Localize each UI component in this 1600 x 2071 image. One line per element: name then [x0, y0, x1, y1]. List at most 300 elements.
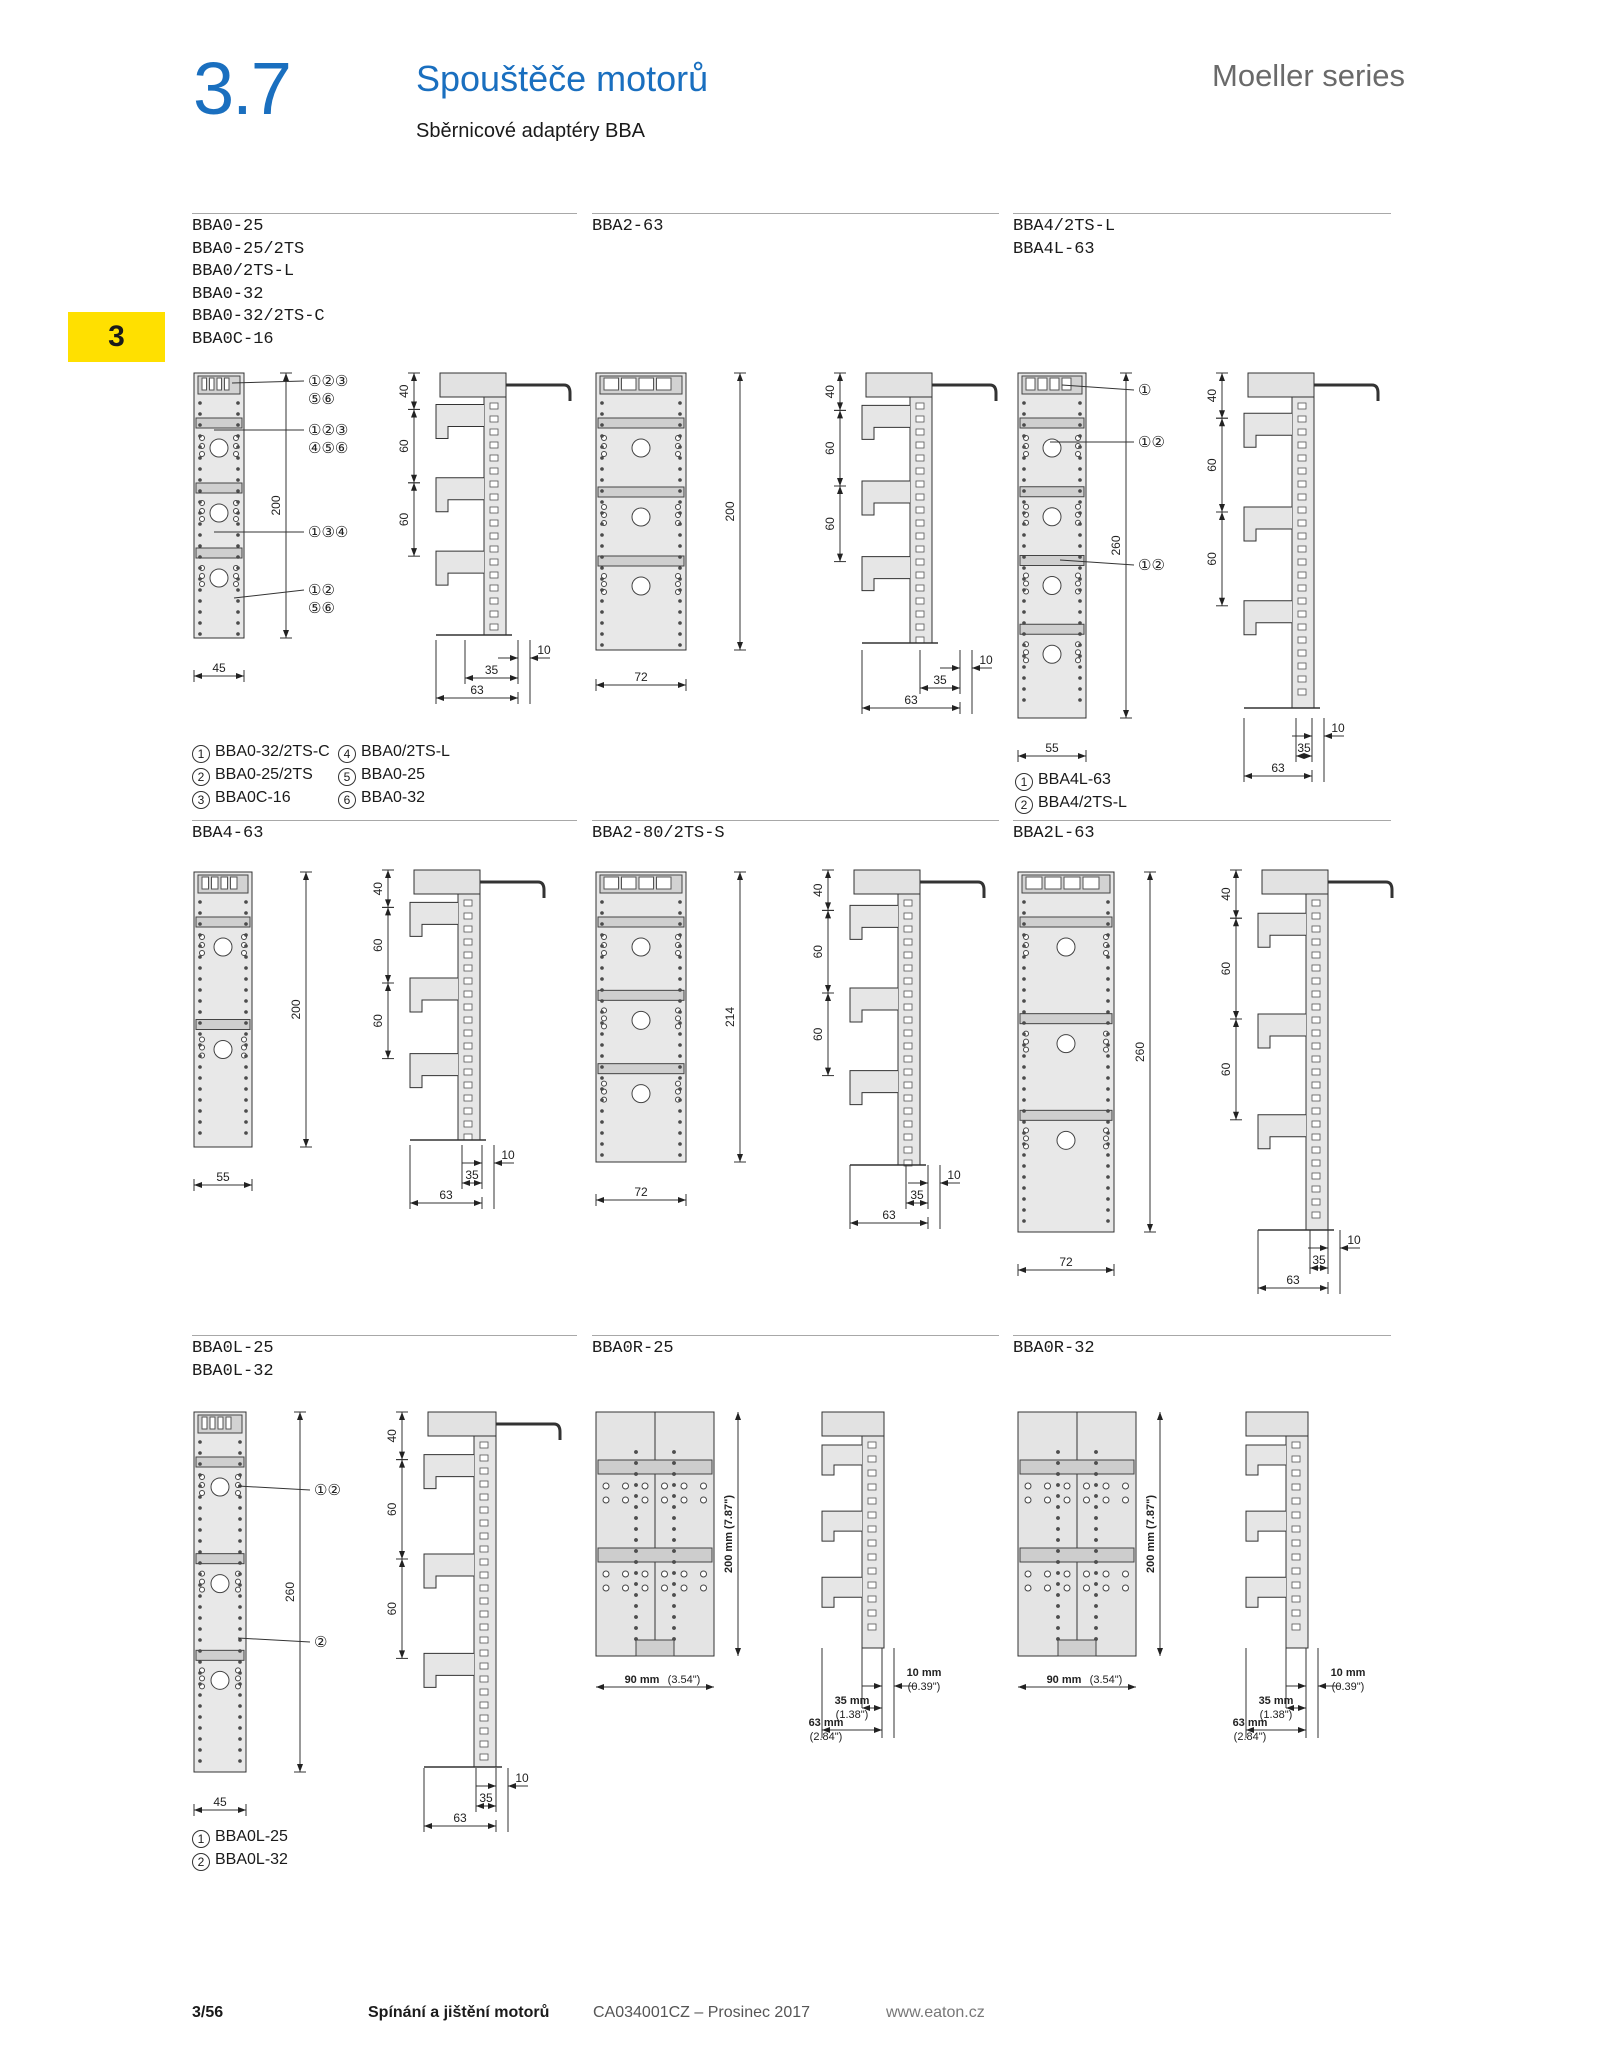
arrowhead: [678, 682, 686, 688]
vent-hole-icon: [1079, 666, 1082, 669]
rib-icon: [1298, 520, 1306, 526]
rib-icon: [916, 442, 924, 448]
legend-item: 5 BBA0-25: [338, 763, 450, 786]
screw-icon: [602, 452, 607, 457]
adapter-front-view: [194, 872, 252, 1147]
vent-hole-icon: [635, 1616, 638, 1619]
arrowhead: [1219, 512, 1225, 520]
arrowhead: [737, 642, 743, 650]
rib-icon: [916, 611, 924, 617]
vent-hole-icon: [199, 1661, 202, 1664]
dimension-label: 40: [371, 882, 385, 896]
vent-hole-icon: [239, 1529, 242, 1532]
vent-hole-icon: [601, 611, 604, 614]
arrowhead: [385, 975, 391, 983]
vent-hole-icon: [1023, 677, 1026, 680]
rib-icon: [464, 1004, 472, 1010]
screw-icon: [1045, 1497, 1051, 1503]
vent-hole-icon: [245, 967, 248, 970]
vent-hole-icon: [1023, 413, 1026, 416]
dimension-label: (1.38"): [835, 1709, 869, 1721]
rib-icon: [490, 624, 498, 630]
vent-hole-icon: [1057, 1572, 1060, 1575]
arrowhead: [850, 1220, 858, 1226]
screw-icon: [1104, 951, 1109, 956]
vent-hole-icon: [239, 1683, 242, 1686]
vent-hole-icon: [1023, 578, 1026, 581]
vent-hole-icon: [1079, 556, 1082, 559]
vent-hole-icon: [601, 600, 604, 603]
dimension-label: 260: [283, 1581, 297, 1603]
footer-url[interactable]: www.eaton.cz: [886, 2004, 985, 2021]
legend-item: 1 BBA0-32/2TS-C: [192, 740, 330, 763]
mounting-rail: [196, 483, 242, 493]
dimension-label: 60: [397, 439, 411, 453]
vent-hole-icon: [199, 1452, 202, 1455]
contactor-terminal-icon: [1057, 1131, 1075, 1149]
rib-icon: [868, 1470, 876, 1476]
dimension-label: 60: [385, 1502, 399, 1516]
arrowhead: [952, 685, 960, 691]
rib-icon: [480, 1611, 488, 1617]
screw-icon: [602, 1016, 607, 1021]
mounting-rail: [196, 548, 242, 558]
rib-icon: [464, 978, 472, 984]
rib-icon: [868, 1484, 876, 1490]
vent-hole-icon: [237, 490, 240, 493]
footer-page-number: 3/56: [192, 2004, 224, 2021]
screw-icon: [1025, 1585, 1031, 1591]
vent-hole-icon: [679, 644, 682, 647]
screw-icon: [676, 1016, 681, 1021]
screw-icon: [602, 951, 607, 956]
arrowhead: [1233, 918, 1239, 926]
screw-icon: [623, 1483, 629, 1489]
vent-hole-icon: [1079, 501, 1082, 504]
vent-hole-icon: [1023, 633, 1026, 636]
arrowhead: [411, 483, 417, 491]
vent-hole-icon: [199, 402, 202, 405]
dimension-label: (1.38"): [1259, 1709, 1293, 1721]
side-top-cap: [414, 870, 480, 894]
vent-hole-icon: [1079, 699, 1082, 702]
rib-icon: [1298, 624, 1306, 630]
adapter-side-view: [1244, 373, 1378, 708]
comb-tooth: [604, 378, 619, 390]
section-title-bba4-2ts: BBA4/2TS-L BBA4L-63: [1013, 217, 1116, 259]
rib-icon: [916, 481, 924, 487]
vent-hole-icon: [245, 1132, 248, 1135]
contactor-terminal-icon: [632, 439, 650, 457]
vent-hole-icon: [1023, 611, 1026, 614]
mounting-rail: [1020, 917, 1112, 927]
rib-icon: [1312, 1173, 1320, 1179]
vent-hole-icon: [1023, 1154, 1026, 1157]
vent-hole-icon: [1107, 1198, 1110, 1201]
callout-number-icon: 1: [1015, 773, 1033, 791]
comb-tooth: [202, 378, 207, 390]
vent-hole-icon: [601, 556, 604, 559]
rib-icon: [490, 507, 498, 513]
vent-hole-icon: [245, 978, 248, 981]
arrowhead: [825, 1068, 831, 1076]
dimension-label: 40: [1205, 388, 1219, 403]
comb-tooth: [225, 378, 230, 390]
vent-hole-icon: [1023, 479, 1026, 482]
rib-icon: [1312, 1004, 1320, 1010]
rail-clip-icon: [850, 905, 898, 939]
vent-hole-icon: [679, 578, 682, 581]
dimension-label: 10 mm: [1330, 1667, 1366, 1679]
vent-hole-icon: [1095, 1561, 1098, 1564]
vent-hole-icon: [679, 945, 682, 948]
vent-hole-icon: [1023, 534, 1026, 537]
vent-hole-icon: [1107, 1022, 1110, 1025]
mounting-rail: [1020, 1548, 1134, 1562]
screw-icon: [1024, 1136, 1029, 1141]
screw-icon: [1024, 452, 1029, 457]
vent-hole-icon: [601, 490, 604, 493]
section-title-bba2-80: BBA2-80/2TS-S: [592, 824, 725, 843]
rib-icon: [464, 1043, 472, 1049]
vent-hole-icon: [1023, 956, 1026, 959]
rail-clip-icon: [1244, 507, 1292, 541]
chapter-subtitle: Sběrnicové adaptéry BBA: [416, 120, 646, 142]
screw-icon: [1123, 1585, 1129, 1591]
vent-hole-icon: [679, 424, 682, 427]
contactor-terminal-icon: [1043, 645, 1061, 663]
callout-number-icon: 4: [338, 745, 356, 763]
arrowhead: [1298, 1683, 1306, 1689]
vent-hole-icon: [601, 1011, 604, 1014]
vent-hole-icon: [199, 1518, 202, 1521]
vent-hole-icon: [239, 1694, 242, 1697]
vent-hole-icon: [199, 446, 202, 449]
arrowhead: [297, 1764, 303, 1772]
vent-hole-icon: [237, 633, 240, 636]
vent-hole-icon: [679, 523, 682, 526]
vent-hole-icon: [601, 1099, 604, 1102]
rib-icon: [1312, 926, 1320, 932]
rail-clip-icon: [1246, 1511, 1286, 1541]
dimension-label: 200 mm (7.87"): [723, 1495, 735, 1573]
vent-hole-icon: [635, 1572, 638, 1575]
vent-hole-icon: [199, 1606, 202, 1609]
mounting-rail: [598, 556, 684, 566]
vent-hole-icon: [679, 1099, 682, 1102]
rib-icon: [1298, 481, 1306, 487]
vent-hole-icon: [673, 1528, 676, 1531]
arrowhead: [399, 1551, 405, 1559]
arrowhead: [735, 1648, 741, 1656]
vent-hole-icon: [237, 567, 240, 570]
vent-hole-icon: [199, 501, 202, 504]
rib-icon: [868, 1540, 876, 1546]
busbar-hook-icon: [496, 1424, 560, 1440]
screw-icon: [1025, 1571, 1031, 1577]
vent-hole-icon: [199, 1474, 202, 1477]
vent-hole-icon: [1079, 545, 1082, 548]
screw-icon: [1084, 1483, 1090, 1489]
vent-hole-icon: [1079, 644, 1082, 647]
vent-hole-icon: [237, 413, 240, 416]
vent-hole-icon: [1023, 512, 1026, 515]
screw-icon: [676, 1081, 681, 1086]
dimension-label: 63: [470, 683, 484, 697]
vent-hole-icon: [199, 1099, 202, 1102]
rib-icon: [904, 1082, 912, 1088]
legend-bba4-2ts: [1015, 768, 1127, 814]
section-title-bba4-63: BBA4-63: [192, 824, 264, 843]
rib-icon: [490, 468, 498, 474]
vent-hole-icon: [679, 989, 682, 992]
vent-hole-icon: [679, 556, 682, 559]
rib-icon: [1292, 1470, 1300, 1476]
rib-icon: [1312, 1095, 1320, 1101]
rail-clip-icon: [424, 1554, 474, 1588]
vent-hole-icon: [1023, 901, 1026, 904]
arrowhead: [385, 870, 391, 878]
vent-hole-icon: [1057, 1484, 1060, 1487]
rib-icon: [916, 494, 924, 500]
vent-hole-icon: [673, 1451, 676, 1454]
arrowhead: [465, 675, 473, 681]
vent-hole-icon: [1057, 1528, 1060, 1531]
vent-hole-icon: [245, 1077, 248, 1080]
vent-hole-icon: [1023, 644, 1026, 647]
contactor-terminal-icon: [632, 938, 650, 956]
dimension-label: 200: [723, 501, 737, 522]
vent-hole-icon: [1023, 1022, 1026, 1025]
leader-line: [238, 1638, 310, 1642]
vent-hole-icon: [601, 1055, 604, 1058]
vent-hole-icon: [1107, 1176, 1110, 1179]
vent-hole-icon: [239, 1584, 242, 1587]
rib-icon: [490, 481, 498, 487]
screw-icon: [242, 1037, 247, 1042]
rib-icon: [490, 611, 498, 617]
dimension-label: 60: [1219, 961, 1233, 976]
arrowhead: [1147, 1224, 1153, 1232]
vent-hole-icon: [1107, 901, 1110, 904]
legend-bba0-col2: [338, 740, 450, 809]
screw-icon: [602, 505, 607, 510]
arrowhead: [1018, 1267, 1026, 1273]
comb-tooth: [622, 877, 637, 889]
rib-icon: [904, 1030, 912, 1036]
vent-hole-icon: [199, 1496, 202, 1499]
vent-hole-icon: [1107, 1165, 1110, 1168]
arrowhead: [874, 1727, 882, 1733]
arrowhead: [474, 1200, 482, 1206]
rib-icon: [1292, 1568, 1300, 1574]
vent-hole-icon: [237, 512, 240, 515]
rib-icon: [464, 1095, 472, 1101]
vent-hole-icon: [1057, 1616, 1060, 1619]
arrowhead: [837, 410, 843, 418]
screw-icon: [1024, 504, 1029, 509]
vent-hole-icon: [1107, 967, 1110, 970]
vent-hole-icon: [199, 611, 202, 614]
dimension-label: 260: [1133, 1041, 1147, 1063]
vent-hole-icon: [1107, 1110, 1110, 1113]
vent-hole-icon: [199, 1011, 202, 1014]
rib-icon: [904, 991, 912, 997]
comb-tooth: [1083, 877, 1099, 889]
screw-icon: [701, 1585, 707, 1591]
screw-icon: [1103, 1585, 1109, 1591]
contactor-terminal-icon: [632, 508, 650, 526]
dimension-label: 45: [213, 1795, 227, 1809]
vent-hole-icon: [239, 1496, 242, 1499]
arrowhead: [244, 1182, 252, 1188]
section-title-bba0r-25: BBA0R-25: [592, 1339, 674, 1358]
rib-icon: [490, 546, 498, 552]
dimension-label: 60: [1205, 552, 1219, 566]
rib-icon: [1292, 1512, 1300, 1518]
chapter-side-tab[interactable]: 3: [68, 312, 165, 362]
rib-icon: [1312, 1212, 1320, 1218]
screw-icon: [623, 1497, 629, 1503]
mounting-rail: [196, 917, 250, 927]
rib-icon: [916, 572, 924, 578]
rib-icon: [904, 939, 912, 945]
vent-hole-icon: [199, 1077, 202, 1080]
vent-hole-icon: [1095, 1517, 1098, 1520]
screw-icon: [1024, 581, 1029, 586]
vent-hole-icon: [601, 1077, 604, 1080]
vent-hole-icon: [679, 1077, 682, 1080]
rib-icon: [1312, 952, 1320, 958]
contactor-terminal-icon: [214, 1041, 232, 1059]
arrowhead: [399, 1559, 405, 1567]
vent-hole-icon: [1079, 523, 1082, 526]
rib-icon: [916, 403, 924, 409]
vent-hole-icon: [679, 611, 682, 614]
rib-icon: [1312, 1056, 1320, 1062]
callout-label: ①②: [1138, 434, 1165, 451]
rib-icon: [464, 926, 472, 932]
comb-tooth: [212, 877, 219, 889]
vent-hole-icon: [239, 1452, 242, 1455]
vent-hole-icon: [679, 446, 682, 449]
vent-hole-icon: [635, 1594, 638, 1597]
vent-hole-icon: [239, 1749, 242, 1752]
vent-hole-icon: [239, 1628, 242, 1631]
comb-tooth: [217, 378, 222, 390]
vent-hole-icon: [679, 1088, 682, 1091]
arrowhead: [303, 1139, 309, 1147]
rib-icon: [1298, 403, 1306, 409]
vent-hole-icon: [199, 945, 202, 948]
arrowhead: [825, 910, 831, 918]
arrowhead: [385, 899, 391, 907]
dimension-label: 260: [1109, 535, 1123, 556]
rail-clip-icon: [424, 1653, 474, 1687]
vent-hole-icon: [1023, 666, 1026, 669]
screw-icon: [662, 1483, 668, 1489]
section-title-bba0: BBA0-25 BBA0-25/2TS BBA0/2TS-L BBA0-32 BBA0-32/2TS-C BBA0C-16: [192, 217, 325, 349]
vent-hole-icon: [1023, 622, 1026, 625]
dimension-label: 35 mm: [1258, 1695, 1294, 1707]
vent-hole-icon: [601, 967, 604, 970]
screw-icon: [234, 452, 239, 457]
vent-hole-icon: [1023, 1033, 1026, 1036]
rib-icon: [464, 1121, 472, 1127]
rib-icon: [480, 1689, 488, 1695]
rib-icon: [480, 1598, 488, 1604]
vent-hole-icon: [1107, 956, 1110, 959]
vent-hole-icon: [199, 468, 202, 471]
rib-icon: [1292, 1540, 1300, 1546]
vent-hole-icon: [601, 1110, 604, 1113]
vent-hole-icon: [199, 457, 202, 460]
vent-hole-icon: [1023, 402, 1026, 405]
vent-hole-icon: [239, 1760, 242, 1763]
vent-hole-icon: [1079, 688, 1082, 691]
vent-hole-icon: [237, 457, 240, 460]
arrowhead: [596, 1197, 604, 1203]
screw-icon: [1064, 1497, 1070, 1503]
vent-hole-icon: [679, 633, 682, 636]
vent-hole-icon: [601, 589, 604, 592]
screw-icon: [242, 951, 247, 956]
rail-clip-icon: [862, 481, 910, 515]
vent-hole-icon: [199, 1066, 202, 1069]
rib-icon: [480, 1663, 488, 1669]
rib-icon: [480, 1455, 488, 1461]
vent-hole-icon: [245, 1055, 248, 1058]
vent-hole-icon: [601, 534, 604, 537]
rib-icon: [904, 900, 912, 906]
vent-hole-icon: [199, 556, 202, 559]
vent-hole-icon: [1057, 1583, 1060, 1586]
comb-tooth: [202, 877, 209, 889]
base-latch: [1058, 1640, 1096, 1656]
vent-hole-icon: [199, 1738, 202, 1741]
vent-hole-icon: [245, 1011, 248, 1014]
vent-hole-icon: [679, 1055, 682, 1058]
rib-icon: [868, 1624, 876, 1630]
screw-icon: [1076, 650, 1081, 655]
vent-hole-icon: [199, 1672, 202, 1675]
vent-hole-icon: [1023, 1187, 1026, 1190]
callout-label: ①②: [308, 582, 335, 599]
contactor-terminal-icon: [211, 1478, 229, 1496]
callout-label: ①③④: [308, 524, 349, 541]
screw-icon: [602, 582, 607, 587]
side-top-cap: [822, 1412, 884, 1436]
rib-icon: [1312, 1147, 1320, 1153]
vent-hole-icon: [1079, 578, 1082, 581]
vent-hole-icon: [601, 912, 604, 915]
section-title-bba0r-32: BBA0R-32: [1013, 1339, 1095, 1358]
vent-hole-icon: [635, 1451, 638, 1454]
vent-hole-icon: [601, 1066, 604, 1069]
vent-hole-icon: [1095, 1572, 1098, 1575]
vent-hole-icon: [601, 402, 604, 405]
rib-icon: [1312, 965, 1320, 971]
vent-hole-icon: [245, 1033, 248, 1036]
vent-hole-icon: [199, 1683, 202, 1686]
dimension-label: 35: [1312, 1253, 1326, 1267]
contactor-terminal-icon: [632, 577, 650, 595]
dimension-label: 45: [212, 661, 226, 675]
vent-hole-icon: [1023, 1055, 1026, 1058]
vent-hole-icon: [601, 446, 604, 449]
vent-hole-icon: [601, 1132, 604, 1135]
vent-hole-icon: [679, 589, 682, 592]
